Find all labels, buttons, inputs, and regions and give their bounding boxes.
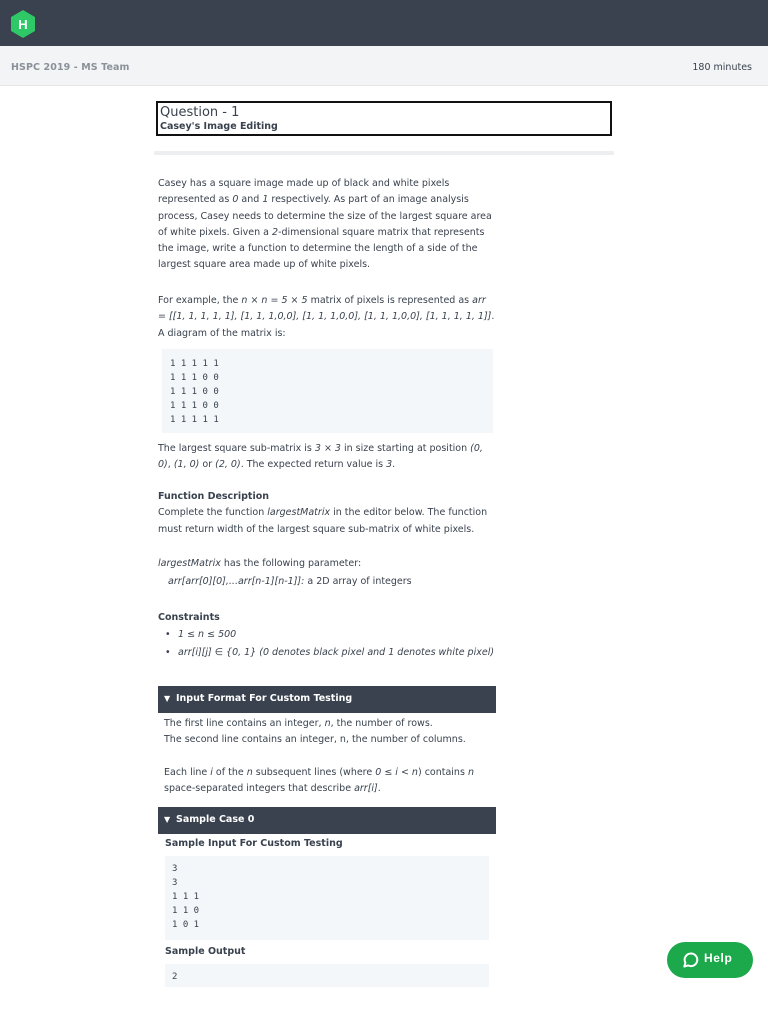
top-navbar (0, 0, 768, 46)
problem-intro (158, 176, 496, 274)
parameter-intro (158, 556, 496, 572)
problem-largest (158, 441, 496, 474)
contest-bar (0, 46, 768, 86)
largest-text-3: . The expected return value is (240, 459, 387, 471)
example-text-3: . A diagram of the matrix is: (158, 311, 495, 339)
if-var-n: n (246, 766, 253, 778)
constraints-heading: Constraints (158, 612, 220, 623)
hackerrank-logo-icon[interactable] (11, 10, 35, 38)
sample-input-code (165, 856, 489, 940)
constraints-list (158, 626, 496, 662)
function-description (158, 489, 496, 538)
if-text: ) contains (417, 766, 468, 778)
question-divider (154, 151, 614, 155)
intro-value-2: 2 (272, 226, 279, 238)
largest-text-2: in size starting at position (340, 443, 471, 454)
if-text: , the number of rows. (330, 718, 433, 729)
triangle-down-icon: ▼ (164, 694, 171, 703)
triangle-down-icon: ▼ (164, 815, 171, 824)
if-text: . (377, 782, 381, 794)
sample-output-heading: Sample Output (165, 946, 246, 957)
input-format-body (164, 716, 494, 797)
position-a: (0, 0) (158, 443, 483, 471)
matrix-row: 1 1 1 1 1 (170, 415, 219, 425)
sample-case-heading: Sample Case 0 (176, 814, 255, 825)
problem-example (158, 293, 496, 342)
constraints (158, 610, 496, 662)
intro-text-4: -dimensional square matrix that represents the image, write a function to determine the length of a side of the largest square area made up of white pixels. (158, 226, 485, 271)
contest-title: HSPC 2019 - MS Team (11, 62, 130, 73)
if-var-n: n (324, 718, 331, 729)
example-text-1: For example, the (158, 295, 242, 306)
sample-input-line: 3 (172, 864, 178, 874)
logo-letter: H (18, 17, 28, 32)
if-var-i: i (210, 766, 213, 778)
sample-output-line: 2 (172, 972, 178, 982)
largest-size: 3 × 3 (314, 443, 341, 454)
input-format-toggle[interactable] (158, 686, 496, 713)
sample-case-toggle[interactable] (158, 807, 496, 834)
matrix-row: 1 1 1 0 0 (170, 387, 219, 397)
or-text: or (199, 459, 216, 471)
help-label: Help (704, 951, 733, 965)
comma: , (167, 459, 171, 471)
sample-input-line: 1 0 1 (172, 920, 200, 930)
fd-text-2: in the editor below. The function must return width of the largest square sub-matrix of white pixels. (158, 507, 488, 535)
constraint-item: • arr[i][j] ∈ {0, 1} (0 denotes black pixel and 1 denotes white pixel) (158, 644, 496, 662)
matrix-row: 1 1 1 1 1 (170, 359, 219, 369)
parameter-intro-text: has the following parameter: (220, 558, 362, 569)
intro-value-0: 0 (232, 194, 239, 206)
parameter-line (158, 574, 496, 590)
if-var-arr: arr[i] (354, 782, 378, 794)
input-format-line-3 (164, 765, 494, 798)
question-header (156, 101, 612, 136)
parameter-name: arr[arr[0][0],...arr[n-1][n-1]]: (168, 576, 305, 588)
intro-text-3: respectively. As part of an image analysis process, Casey needs to determine the size of the largest square area of white pixels. Given a (158, 194, 492, 238)
constraint-item: • 1 ≤ n ≤ 500 (158, 626, 496, 644)
duration-label: 180 minutes (692, 62, 752, 73)
example-text-2: matrix of pixels is represented as (307, 295, 473, 306)
sample-input-line: 1 1 1 (172, 892, 200, 902)
input-format-line-1 (164, 716, 494, 732)
question-title: Casey's Image Editing (160, 121, 278, 132)
matrix-diagram (162, 349, 493, 433)
position-b: (1, 0) (173, 459, 200, 471)
sample-input-line: 1 1 0 (172, 906, 200, 916)
intro-text-1: Casey has a square image made up of black and white pixels represented as (158, 178, 450, 206)
sample-input-heading: Sample Input For Custom Testing (165, 838, 343, 849)
input-format-heading: Input Format For Custom Testing (176, 693, 353, 704)
help-button[interactable] (667, 942, 753, 978)
if-text: space-separated integers that describe (164, 782, 355, 794)
fd-text-1: Complete the function (158, 507, 268, 519)
intro-value-1: 1 (262, 194, 269, 206)
if-text: subsequent lines (where (252, 766, 376, 778)
example-arr: arr = [[1, 1, 1, 1, 1], [1, 1, 1,0,0], [1, 1, 1,0,0], [1, 1, 1,0,0], [1, 1, 1, 1, 1]] (158, 295, 492, 323)
chat-bubble-icon (683, 952, 699, 968)
if-var-n: n (467, 766, 474, 778)
largest-end: . (392, 459, 396, 471)
function-description-heading: Function Description (158, 491, 270, 502)
input-format-line-2: The second line contains an integer, n, the number of columns. (164, 734, 466, 746)
question-number: Question - 1 (160, 105, 240, 120)
if-text: Each line (164, 766, 211, 778)
position-c: (2, 0) (215, 459, 241, 471)
matrix-row: 1 1 1 0 0 (170, 401, 219, 411)
sample-input-line: 3 (172, 878, 178, 888)
sample-output-code (165, 964, 489, 987)
largest-value: 3 (386, 459, 393, 471)
function-description-text (158, 505, 496, 538)
example-dims: n × n = 5 × 5 (241, 295, 308, 306)
largest-text-1: The largest square sub-matrix is (158, 443, 315, 454)
if-text: The first line contains an integer, (164, 718, 325, 729)
parameter-desc: a 2D array of integers (304, 576, 412, 588)
function-name: largestMatrix (267, 507, 331, 519)
parameter-function-name: largestMatrix (158, 558, 221, 569)
function-parameter (158, 556, 496, 591)
if-text: of the (212, 766, 247, 778)
matrix-row: 1 1 1 0 0 (170, 373, 219, 383)
if-range: 0 ≤ i < n (375, 766, 418, 778)
intro-text-2: and (238, 194, 263, 206)
